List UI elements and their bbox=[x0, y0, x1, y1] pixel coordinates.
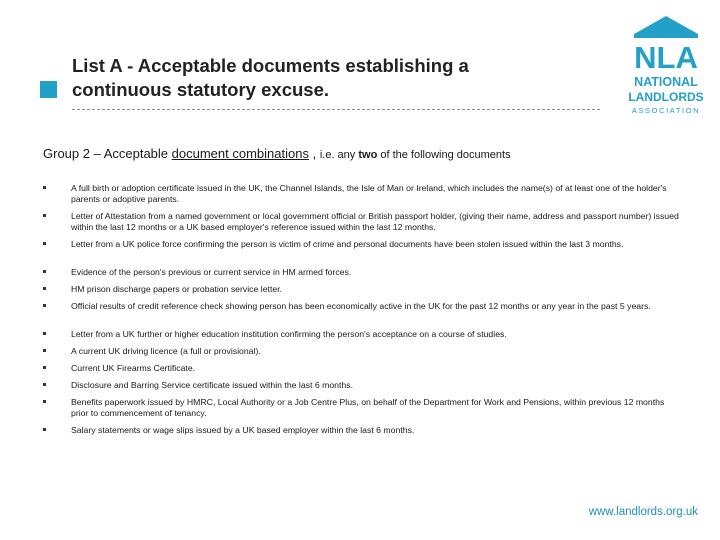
list-item-text: HM prison discharge papers or probation service letter. bbox=[71, 284, 283, 294]
bullet-icon bbox=[43, 366, 46, 369]
list-item-text: Salary statements or wage slips issued by a UK based employer within the last 6 months. bbox=[71, 425, 415, 435]
bullet-icon bbox=[43, 242, 46, 245]
list-item-text: Official results of credit reference check showing person has been economically active in the UK for the past 12 months or any year in the past 5 years. bbox=[71, 301, 651, 311]
bullet-icon bbox=[43, 270, 46, 273]
bullet-icon bbox=[43, 186, 46, 189]
title-marker-square bbox=[40, 81, 57, 98]
page-title-line-1: List A - Acceptable documents establishing a bbox=[72, 55, 469, 76]
logo-mark: NLA bbox=[634, 40, 698, 75]
group-heading-ie: i.e. any bbox=[319, 149, 359, 161]
bullet-icon bbox=[43, 304, 46, 307]
logo-line-national: NATIONAL bbox=[634, 75, 698, 89]
group-heading bbox=[43, 146, 703, 163]
logo-line-association: ASSOCIATION bbox=[631, 106, 701, 115]
list-item-text: Current UK Firearms Certificate. bbox=[71, 363, 196, 373]
list-item-text: Disclosure and Barring Service certificate issued within the last 6 months. bbox=[71, 380, 353, 390]
group-heading-underlined: document combinations bbox=[171, 146, 309, 161]
bullet-icon bbox=[43, 383, 46, 386]
group-heading-rest: of the following documents bbox=[377, 149, 511, 161]
list-item-text: Letter of Attestation from a named government or local government official or British passport holder, (giving their name, address and passport number) issued within the last 12 months or a UK based employer's reference issued within the last 12 months. bbox=[71, 211, 679, 232]
bullet-icon bbox=[43, 428, 46, 431]
list-item-text: Benefits paperwork issued by HMRC, Local Authority or a Job Centre Plus, on behalf of the Department for Work and Pensions, within previous 12 months prior to commencement of tenancy. bbox=[71, 397, 665, 418]
nla-logo bbox=[624, 14, 708, 120]
bullet-icon bbox=[43, 400, 46, 403]
title-divider bbox=[72, 109, 600, 110]
bullet-icon bbox=[43, 349, 46, 352]
list-item-text: Letter from a UK police force confirming the person is victim of crime and personal documents have been stolen issued within the last 3 months. bbox=[71, 239, 624, 249]
list-item-text: Evidence of the person's previous or current service in HM armed forces. bbox=[71, 267, 352, 277]
logo-roof-icon bbox=[634, 16, 698, 38]
logo-line-landlords: LANDLORDS bbox=[628, 90, 704, 104]
group-heading-suffix: , bbox=[308, 146, 320, 161]
page-title-line-2: continuous statutory excuse. bbox=[72, 79, 329, 100]
bullet-icon bbox=[43, 332, 46, 335]
bullet-icon bbox=[43, 214, 46, 217]
group-heading-two: two bbox=[358, 149, 378, 161]
list-item-text: A full birth or adoption certificate issued in the UK, the Channel Islands, the Isle of Man or Ireland, which includes the name(s) of at least one of the holder's parents or adoptive parents. bbox=[71, 183, 667, 204]
list-item-text: A current UK driving licence (a full or provisional). bbox=[71, 346, 261, 356]
footer-website-link[interactable]: www.landlords.org.uk bbox=[588, 506, 698, 518]
group-heading-prefix: Group 2 – Acceptable bbox=[43, 146, 172, 161]
bullet-icon bbox=[43, 287, 46, 290]
list-item-text: Letter from a UK further or higher education institution confirming the person's acceptance on a course of studies. bbox=[71, 329, 507, 339]
page-title bbox=[72, 54, 542, 102]
